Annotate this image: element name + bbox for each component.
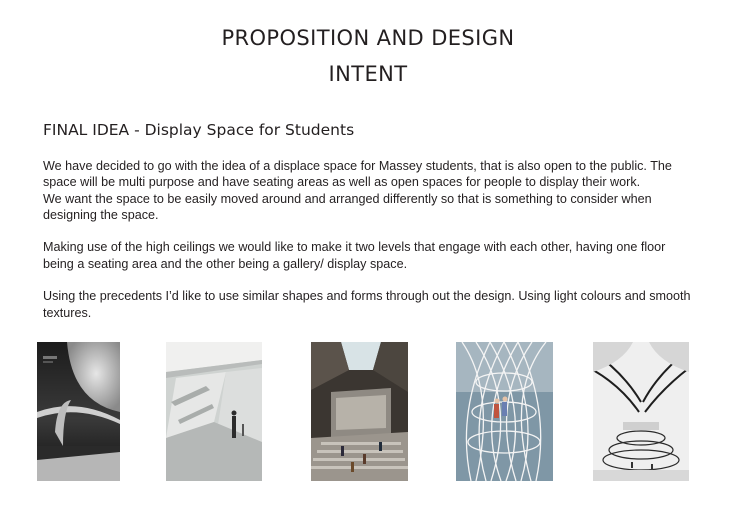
page-title-line-2: INTENT — [328, 62, 408, 86]
precedent-image-white-curved-interior — [593, 342, 689, 481]
paragraph-3-line: textures. — [43, 305, 92, 320]
paragraph-1-line: designing the space. — [43, 207, 159, 222]
paragraph-3-line: Using the precedents I’d like to use similar shapes and forms through out the design. Using light colours and smooth — [43, 289, 691, 304]
paragraph-2-line: being a seating area and the other being a gallery/ display space. — [43, 256, 408, 271]
section-heading: FINAL IDEA - Display Space for Students — [43, 121, 355, 139]
paragraph-2-line: Making use of the high ceilings we would like to make it two levels that engage with each other, having one floor — [43, 240, 666, 255]
precedent-image-stepped-atrium — [311, 342, 408, 481]
paragraph-1 — [43, 158, 723, 223]
precedent-image-white-stair-atrium — [166, 342, 262, 481]
paragraph-2 — [43, 239, 723, 272]
paragraph-3 — [43, 288, 723, 321]
precedent-image-dark-curved-gallery — [37, 342, 120, 481]
body-text — [43, 158, 723, 337]
paragraph-1-line: We want the space to be easily moved around and arranged differently so that is something to consider when — [43, 191, 652, 206]
paragraph-1-line: We have decided to go with the idea of a displace space for Massey students, that is also open to the public. The — [43, 159, 672, 173]
paragraph-1-line: space will be multi purpose and have seating areas as well as open spaces for people to display their work. — [43, 175, 641, 190]
precedent-image-white-lattice-sculpture — [456, 342, 553, 481]
page-title-line-1: PROPOSITION AND DESIGN — [221, 26, 515, 50]
